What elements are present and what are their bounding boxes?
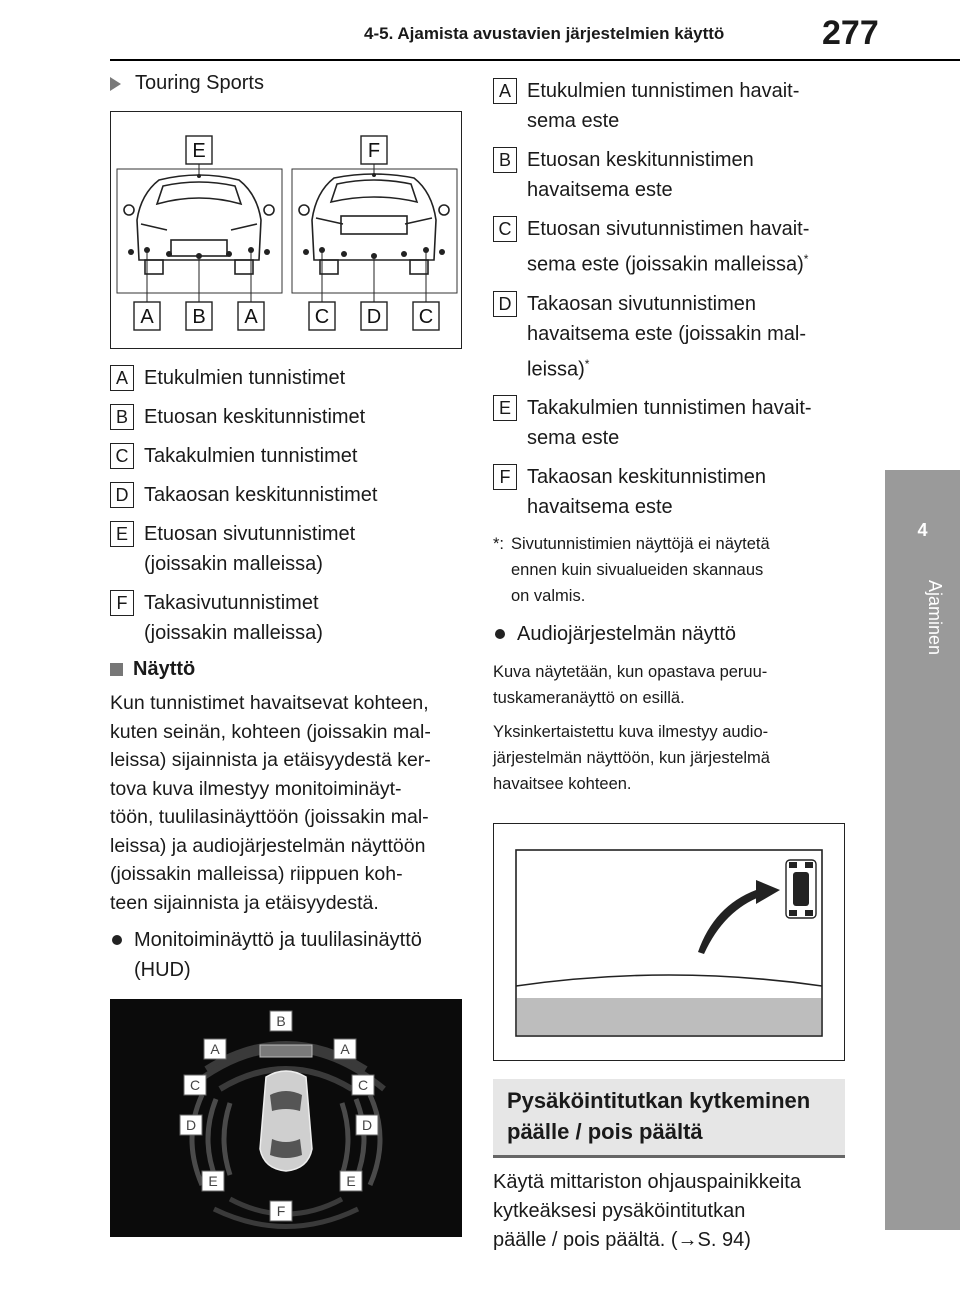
car-top-icon (786, 860, 816, 918)
footnote-mark: * (584, 356, 590, 371)
legend-item: A Etukulmien tunnistimen havait- sema este (493, 76, 845, 136)
left-legend (110, 363, 462, 648)
legend-letter: A (493, 78, 517, 104)
figure-label-top-right: F (367, 140, 381, 162)
hud-label-e-left: E (208, 1173, 218, 1189)
legend-letter: D (110, 482, 134, 508)
chapter-number: 4 (917, 520, 928, 540)
hud-label-d-left: D (185, 1117, 197, 1133)
sensor-location-figure (110, 111, 462, 349)
section-title: 4-5. Ajamista avustavien järjestelmien käyttö (364, 24, 725, 43)
left-column (110, 72, 462, 1237)
legend-text: (joissakin malleissa) (144, 553, 323, 575)
page-number: 277 (822, 14, 879, 52)
triangle-bullet-icon (110, 77, 121, 91)
legend-item (110, 519, 462, 579)
legend-item: C Etuosan sivutunnistimen havait- sema este (joissakin malleissa)* (493, 214, 845, 280)
footnote-mark: * (803, 252, 809, 266)
bullet-dot-icon (112, 935, 122, 945)
legend-text: Takaosan keskitunnistimet (144, 484, 378, 506)
hud-label-f: F (276, 1203, 286, 1219)
display-paragraph: Kun tunnistimet havaitsevat kohteen, kuten seinän, kohteen (joissakin mal- leissa) sijainnista ja etäisyydestä ker- tova kuva ilmestyy monitoiminäyt- töön, tuulilasinäyttöön (joissakin mal- leissa) ja audiojärjestelmän näyttöön (joissakin malleissa) riippuen koh- teen sijainnista ja etäisyydestä. (110, 692, 431, 914)
display-heading (110, 658, 462, 681)
right-column (493, 76, 845, 1263)
figure-label-rear-2: D (366, 306, 382, 328)
legend-item: E Takakulmien tunnistimen havait- sema este (493, 393, 845, 453)
final-paragraph: Käytä mittariston ohjauspainikkeita kytkeäksesi pysäköintitutkan päälle / pois päältä. (→S. 94) (493, 1171, 801, 1252)
legend-text: Takasivutunnistimet (144, 592, 319, 614)
hud-label-c-left: C (189, 1077, 201, 1093)
legend-letter: B (110, 404, 134, 430)
display-heading-text: Näyttö (133, 658, 196, 680)
hud-label-e-right: E (346, 1173, 356, 1189)
legend-text: Takakulmien tunnistimet (144, 445, 358, 467)
legend-item (110, 480, 462, 510)
figure-label-rear-3: C (418, 306, 434, 328)
legend-item (110, 441, 462, 471)
legend-letter: F (493, 464, 517, 490)
hud-display-figure (110, 999, 462, 1237)
legend-letter: B (493, 147, 517, 173)
figure-label-top-left: E (192, 140, 206, 162)
audio-paragraph-1: Kuva näytetään, kun opastava peruu- tuskameranäyttö on esillä. (493, 663, 768, 708)
audio-bullet (493, 619, 845, 649)
figure-label-front-1: A (140, 306, 154, 328)
model-label-text: Touring Sports (135, 72, 264, 94)
legend-item: D Takaosan sivutunnistimen havaitsema este (joissakin mal- leissa)* (493, 289, 845, 385)
legend-text: (joissakin malleissa) (144, 622, 323, 644)
section-banner: Pysäköintitutkan kytkeminen päälle / pois päältä (493, 1079, 845, 1158)
car-diagram-svg (111, 112, 461, 348)
legend-letter: D (493, 291, 517, 317)
legend-item (110, 363, 462, 393)
header-rule (110, 59, 960, 61)
legend-text: Etuosan keskitunnistimet (144, 406, 366, 428)
legend-text: Etukulmien tunnistimet (144, 367, 346, 389)
hud-label-b: B (276, 1013, 286, 1029)
hud-bullet: Monitoiminäyttö ja tuulilasinäyttö (HUD) (110, 925, 462, 985)
bullet-dot-icon (495, 629, 505, 639)
legend-item (110, 402, 462, 432)
audio-display-figure (493, 823, 845, 1061)
audio-screen-svg (494, 824, 844, 1060)
figure-label-front-3: A (244, 306, 258, 328)
hud-label-c-right: C (357, 1077, 369, 1093)
hud-label-a-left: A (210, 1041, 220, 1057)
figure-label-rear-1: C (314, 306, 330, 328)
page-header (0, 0, 960, 60)
footnote: *: Sivutunnistimien näyttöjä ei näytetä ennen kuin sivualueiden skannaus on valmis. (493, 531, 845, 609)
right-legend (493, 76, 845, 522)
legend-letter: C (110, 443, 134, 469)
hud-diagram-svg (110, 999, 462, 1237)
square-bullet-icon (110, 663, 123, 676)
model-label (110, 72, 462, 95)
audio-paragraph-2: Yksinkertaistettu kuva ilmestyy audio- järjestelmän näyttöön, kun järjestelmä havaitsee kohteen. (493, 723, 770, 794)
footnote-marker: *: (493, 535, 505, 554)
legend-letter: C (493, 216, 517, 242)
legend-letter: A (110, 365, 134, 391)
hud-label-a-right: A (340, 1041, 350, 1057)
audio-bullet-text: Audiojärjestelmän näyttö (517, 623, 737, 646)
legend-text: Etuosan sivutunnistimet (144, 523, 356, 545)
hud-label-d-right: D (361, 1117, 373, 1133)
legend-letter: E (493, 395, 517, 421)
legend-item: B Etuosan keskitunnistimen havaitsema este (493, 145, 845, 205)
chapter-name: Ajaminen (925, 580, 945, 656)
legend-item (110, 588, 462, 648)
hud-car-icon (260, 1071, 312, 1171)
legend-letter: E (110, 521, 134, 547)
legend-item: F Takaosan keskitunnistimen havaitsema este (493, 462, 845, 522)
figure-label-front-2: B (192, 306, 206, 328)
legend-letter: F (110, 590, 134, 616)
chapter-tab (885, 470, 960, 1230)
